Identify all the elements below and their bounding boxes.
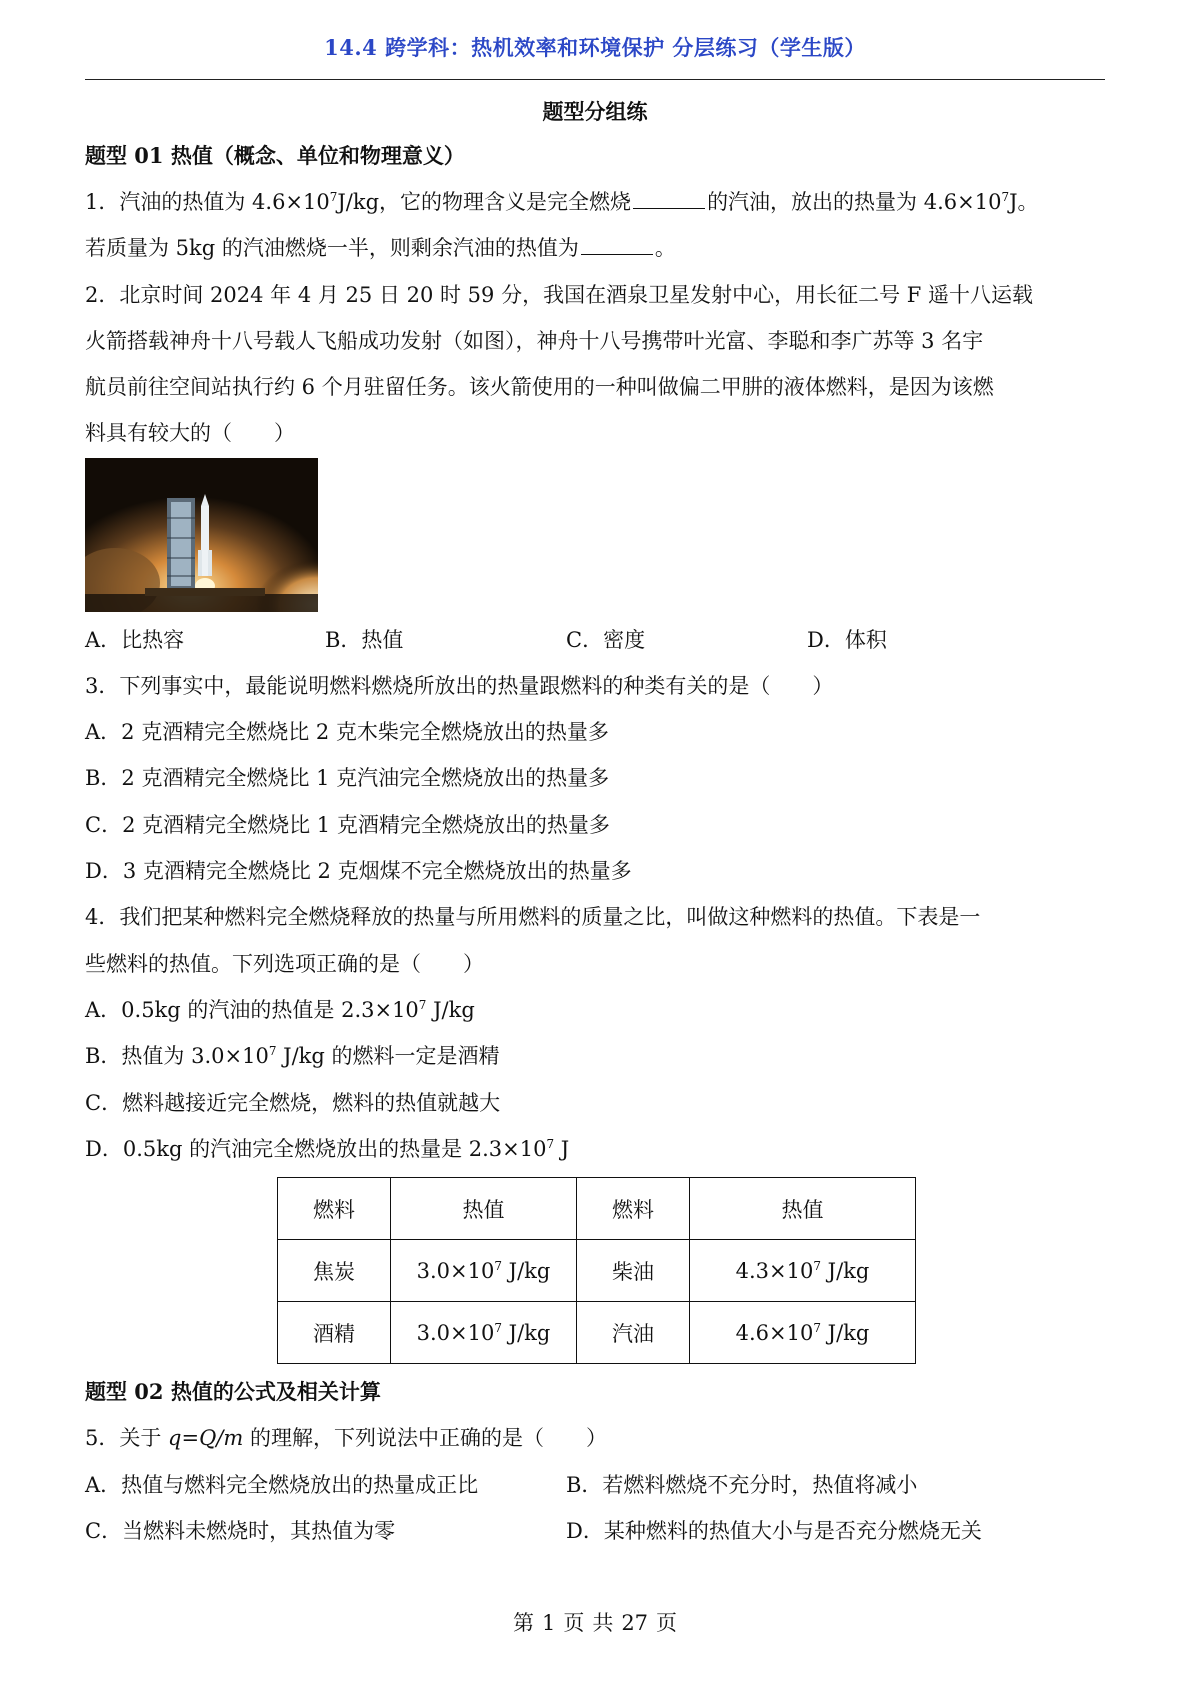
header-divider [85,79,1105,80]
q2-option-a[interactable]: A．比热容 [85,628,185,652]
table-header-cell: 燃料 [577,1178,690,1240]
q2-line4: 料具有较大的（ ） [85,421,295,445]
q2-line2: 火箭搭载神舟十八号载人飞船成功发射（如图），神舟十八号携带叶光富、李聪和李广苏等 3 名宇 [85,329,984,353]
q4-line2: 些燃料的热值。下列选项正确的是（ ） [85,952,484,976]
q1-line2: 若质量为 5kg 的汽油燃烧一半，则剩余汽油的热值为 。 [85,236,676,260]
q5-option-d[interactable]: D．某种燃料的热值大小与是否充分燃烧无关 [566,1519,982,1543]
table-header-cell: 热值 [690,1178,916,1240]
q4-line1: 4．我们把某种燃料完全燃烧释放的热量与所用燃料的质量之比，叫做这种燃料的热值。下表是一 [85,905,981,929]
table-cell-fuel: 焦炭 [278,1240,391,1302]
table-header-cell: 燃料 [278,1178,391,1240]
q1-blank-1[interactable] [633,207,705,209]
q1-blank-2[interactable] [581,253,653,255]
table-cell-fuel: 酒精 [278,1302,391,1364]
table-cell-fuel: 汽油 [577,1302,690,1364]
type01-heading: 题型 01 热值（概念、单位和物理意义） [85,143,465,168]
q5-option-b[interactable]: B．若燃料燃烧不充分时，热值将减小 [566,1473,918,1497]
section-title: 题型分组练 [542,99,648,124]
table-cell-value: $4.3\times 10^7$ J/kg [690,1240,916,1302]
q2-option-b[interactable]: B．热值 [325,628,404,652]
q2-option-c[interactable]: C．密度 [566,628,646,652]
page-footer: 第 1 页 共 27 页 [512,1611,678,1635]
q2-option-d[interactable]: D．体积 [807,628,887,652]
q5-option-a[interactable]: A．热值与燃料完全燃烧放出的热量成正比 [85,1473,479,1497]
rocket-launch-photo [85,458,318,612]
table-row [278,1240,916,1302]
q5-stem: 5．关于 q=Q/m 的理解，下列说法中正确的是（ ） [85,1426,607,1450]
q5-option-c[interactable]: C．当燃料未燃烧时，其热值为零 [85,1519,396,1543]
table-header-row [278,1178,916,1240]
table-cell-value: $3.0\times 10^7$ J/kg [391,1302,577,1364]
q3-option-b[interactable]: B．2 克酒精完全燃烧比 1 克汽油完全燃烧放出的热量多 [85,766,610,790]
q1-line1: 1．汽油的热值为 $4.6\times 10^7J/kg$，它的物理含义是完全燃烧 的汽油，放出的热量为 $4.6\times 10^7J$。 [85,190,1039,214]
q3-option-d[interactable]: D．3 克酒精完全燃烧比 2 克烟煤不完全燃烧放出的热量多 [85,859,632,883]
q2-line1: 2．北京时间 2024 年 4 月 25 日 20 时 59 分，我国在酒泉卫星发射中心，用长征二号 F 遥十八运载 [85,283,1034,307]
q5-formula: q=Q/m [168,1426,244,1450]
q4-option-b[interactable]: B．热值为 $3.0\times 10^7$ J/kg 的燃料一定是酒精 [85,1044,500,1068]
q3-option-c[interactable]: C．2 克酒精完全燃烧比 1 克酒精完全燃烧放出的热量多 [85,813,610,837]
q4-option-a[interactable]: A．0.5kg 的汽油的热值是 $2.3\times 10^7$ J/kg [85,998,475,1022]
table-row [278,1302,916,1364]
q4-option-c[interactable]: C．燃料越接近完全燃烧，燃料的热值就越大 [85,1091,501,1115]
document-title: 14.4 跨学科：热机效率和环境保护 分层练习（学生版） [324,35,866,60]
total-pages: 27 [621,1611,649,1635]
q2-line3: 航员前往空间站执行约 6 个月驻留任务。该火箭使用的一种叫做偏二甲肼的液体燃料，是因为该燃 [85,375,994,399]
fuel-heat-value-table [277,1177,916,1364]
table-cell-value: $3.0\times 10^7$ J/kg [391,1240,577,1302]
current-page: 1 [541,1611,556,1635]
q3-stem: 3．下列事实中，最能说明燃料燃烧所放出的热量跟燃料的种类有关的是（ ） [85,674,834,698]
q4-option-d[interactable]: D．0.5kg 的汽油完全燃烧放出的热量是 $2.3\times 10^7$ J [85,1137,570,1161]
table-header-cell: 热值 [391,1178,577,1240]
table-cell-value: $4.6\times 10^7$ J/kg [690,1302,916,1364]
table-cell-fuel: 柴油 [577,1240,690,1302]
q3-option-a[interactable]: A．2 克酒精完全燃烧比 2 克木柴完全燃烧放出的热量多 [85,720,609,744]
type02-heading: 题型 02 热值的公式及相关计算 [85,1379,381,1404]
